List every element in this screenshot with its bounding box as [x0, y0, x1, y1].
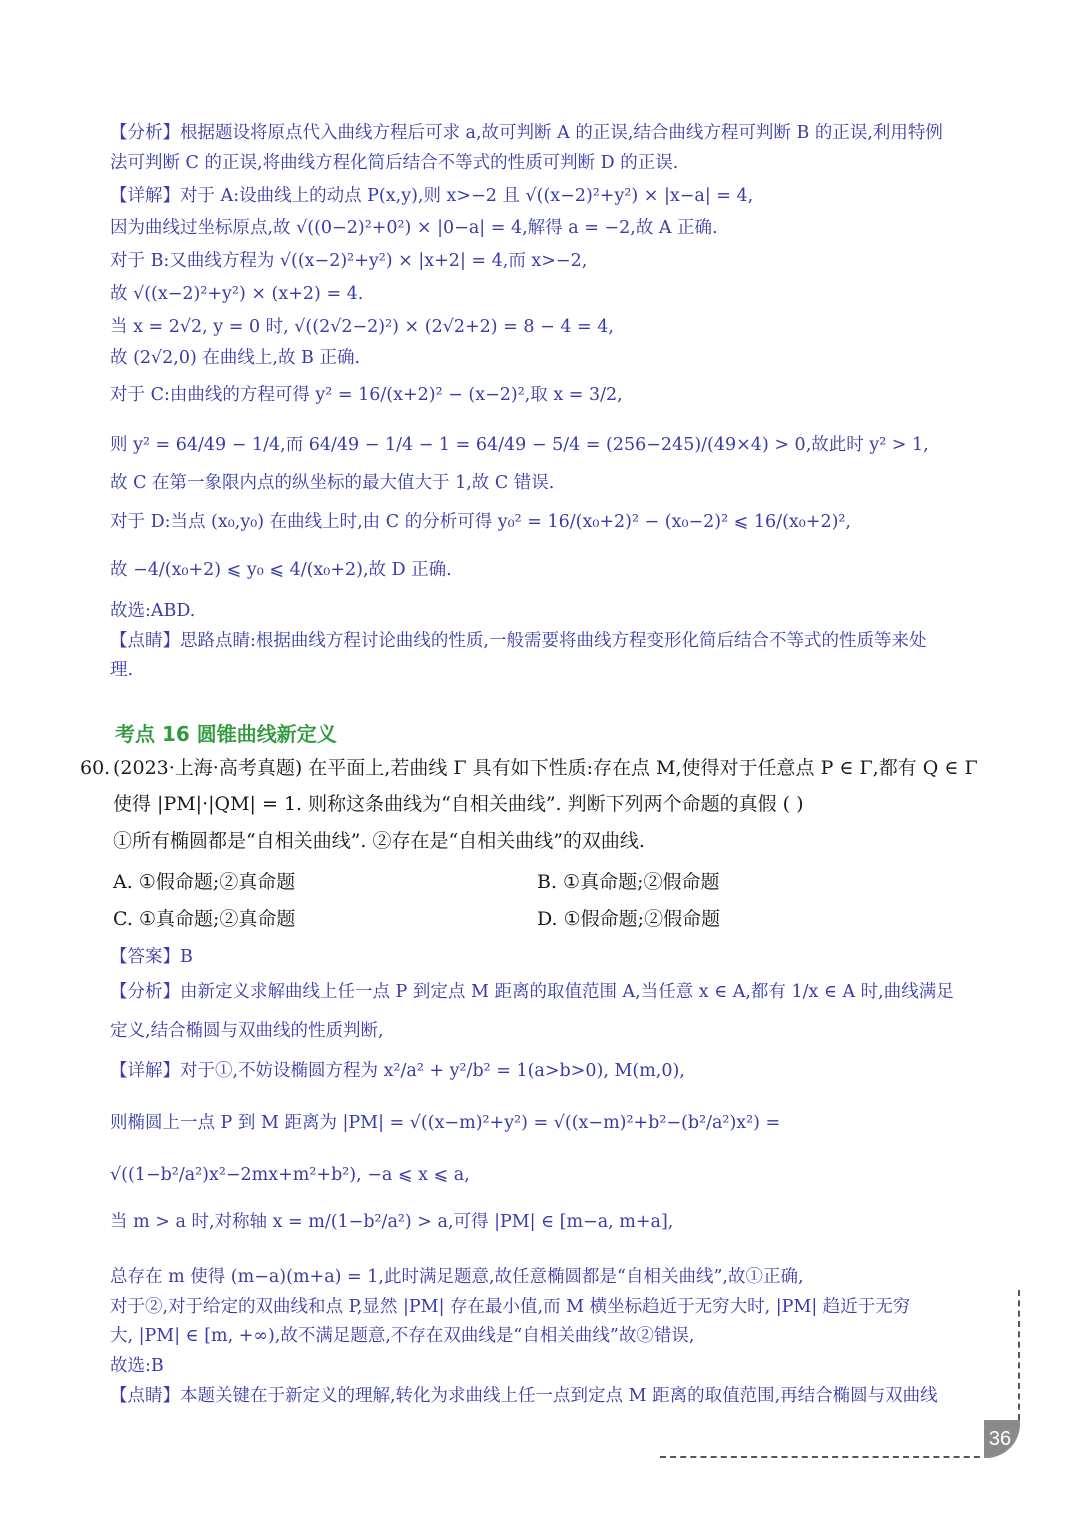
analysis-line: 故 √((x−2)²+y²) × (x+2) = 4. — [110, 284, 364, 304]
analysis-line: 则 y² = 64/49 − 1/4,而 64/49 − 1/4 − 1 = 64/49 − 5/4 = (256−245)/(49×4) > 0,故此时 y² > 1, — [110, 435, 929, 455]
solution-line: 【分析】由新定义求解曲线上任一点 P 到定点 M 距离的取值范围 A,当任意 x ∈ A,都有 1/x ∈ A 时,曲线满足 — [110, 982, 954, 1002]
solution-line: 【点睛】本题关键在于新定义的理解,转化为求曲线上任一点到定点 M 距离的取值范围,再结合椭圆与双曲线 — [110, 1386, 938, 1406]
analysis-line: 因为曲线过坐标原点,故 √((0−2)²+0²) × |0−a| = 4,解得 a = −2,故 A 正确. — [110, 218, 718, 238]
solution-line: 【详解】对于①,不妨设椭圆方程为 x²/a² + y²/b² = 1(a>b>0), M(m,0), — [110, 1061, 685, 1081]
question-line: ①所有椭圆都是“自相关曲线”. ②存在是“自相关曲线”的双曲线. — [113, 830, 645, 852]
solution-line: 大, |PM| ∈ [m, +∞),故不满足题意,不存在双曲线是“自相关曲线”故②错误, — [110, 1326, 695, 1346]
analysis-line: 【详解】对于 A:设曲线上的动点 P(x,y),则 x>−2 且 √((x−2)²+y²) × |x−a| = 4, — [110, 186, 754, 206]
analysis-line: 故 (2√2,0) 在曲线上,故 B 正确. — [110, 348, 361, 368]
page-border-vertical — [1018, 1290, 1020, 1420]
analysis-line: 法可判断 C 的正误,将曲线方程化简后结合不等式的性质可判断 D 的正误. — [110, 153, 679, 173]
analysis-line: 理. — [110, 660, 134, 680]
solution-line: √((1−b²/a²)x²−2mx+m²+b²), −a ⩽ x ⩽ a, — [110, 1165, 470, 1185]
solution-line: 定义,结合椭圆与双曲线的性质判断, — [110, 1021, 384, 1041]
analysis-line: 【分析】根据题设将原点代入曲线方程后可求 a,故可判断 A 的正误,结合曲线方程可判断 B 的正误,利用特例 — [110, 123, 943, 143]
option-c: C. ①真命题;②真命题 — [113, 908, 296, 930]
analysis-line: 故选:ABD. — [110, 601, 196, 621]
question-line: 使得 |PM|·|QM| = 1. 则称这条曲线为“自相关曲线”. 判断下列两个命题的真假 ( ) — [113, 793, 804, 815]
option-d: D. ①假命题;②假命题 — [537, 908, 721, 930]
solution-line: 对于②,对于给定的双曲线和点 P,显然 |PM| 存在最小值,而 M 横坐标趋近于无穷大时, |PM| 趋近于无穷 — [110, 1297, 911, 1317]
section-title: 考点 16 圆锥曲线新定义 — [115, 722, 337, 746]
analysis-line: 对于 B:又曲线方程为 √((x−2)²+y²) × |x+2| = 4,而 x>−2, — [110, 251, 588, 271]
solution-line: 【答案】B — [110, 947, 193, 967]
option-a: A. ①假命题;②真命题 — [113, 871, 296, 893]
analysis-line: 【点睛】思路点睛:根据曲线方程讨论曲线的性质,一般需要将曲线方程变形化简后结合不等式的性质等来处 — [110, 631, 927, 651]
option-b: B. ①真命题;②假命题 — [537, 871, 720, 893]
analysis-line: 对于 D:当点 (x₀,y₀) 在曲线上时,由 C 的分析可得 y₀² = 16/(x₀+2)² − (x₀−2)² ⩽ 16/(x₀+2)², — [110, 512, 851, 532]
question-number: 60. — [80, 757, 111, 779]
solution-line: 当 m > a 时,对称轴 x = m/(1−b²/a²) > a,可得 |PM| ∈ [m−a, m+a], — [110, 1212, 674, 1232]
page-number: 36 — [984, 1420, 1020, 1458]
analysis-line: 当 x = 2√2, y = 0 时, √((2√2−2)²) × (2√2+2) = 8 − 4 = 4, — [110, 317, 614, 337]
solution-line: 总存在 m 使得 (m−a)(m+a) = 1,此时满足题意,故任意椭圆都是“自相关曲线”,故①正确, — [110, 1267, 804, 1287]
analysis-line: 故 −4/(x₀+2) ⩽ y₀ ⩽ 4/(x₀+2),故 D 正确. — [110, 560, 452, 580]
analysis-line: 对于 C:由曲线的方程可得 y² = 16/(x+2)² − (x−2)²,取 x = 3/2, — [110, 385, 623, 405]
solution-line: 则椭圆上一点 P 到 M 距离为 |PM| = √((x−m)²+y²) = √((x−m)²+b²−(b²/a²)x²) = — [110, 1113, 781, 1133]
question-line: (2023·上海·高考真题) 在平面上,若曲线 Γ 具有如下性质:存在点 M,使得对于任意点 P ∈ Γ,都有 Q ∈ Γ — [113, 757, 978, 779]
analysis-line: 故 C 在第一象限内点的纵坐标的最大值大于 1,故 C 错误. — [110, 473, 555, 493]
page-border-horizontal — [660, 1456, 990, 1458]
solution-line: 故选:B — [110, 1356, 164, 1376]
